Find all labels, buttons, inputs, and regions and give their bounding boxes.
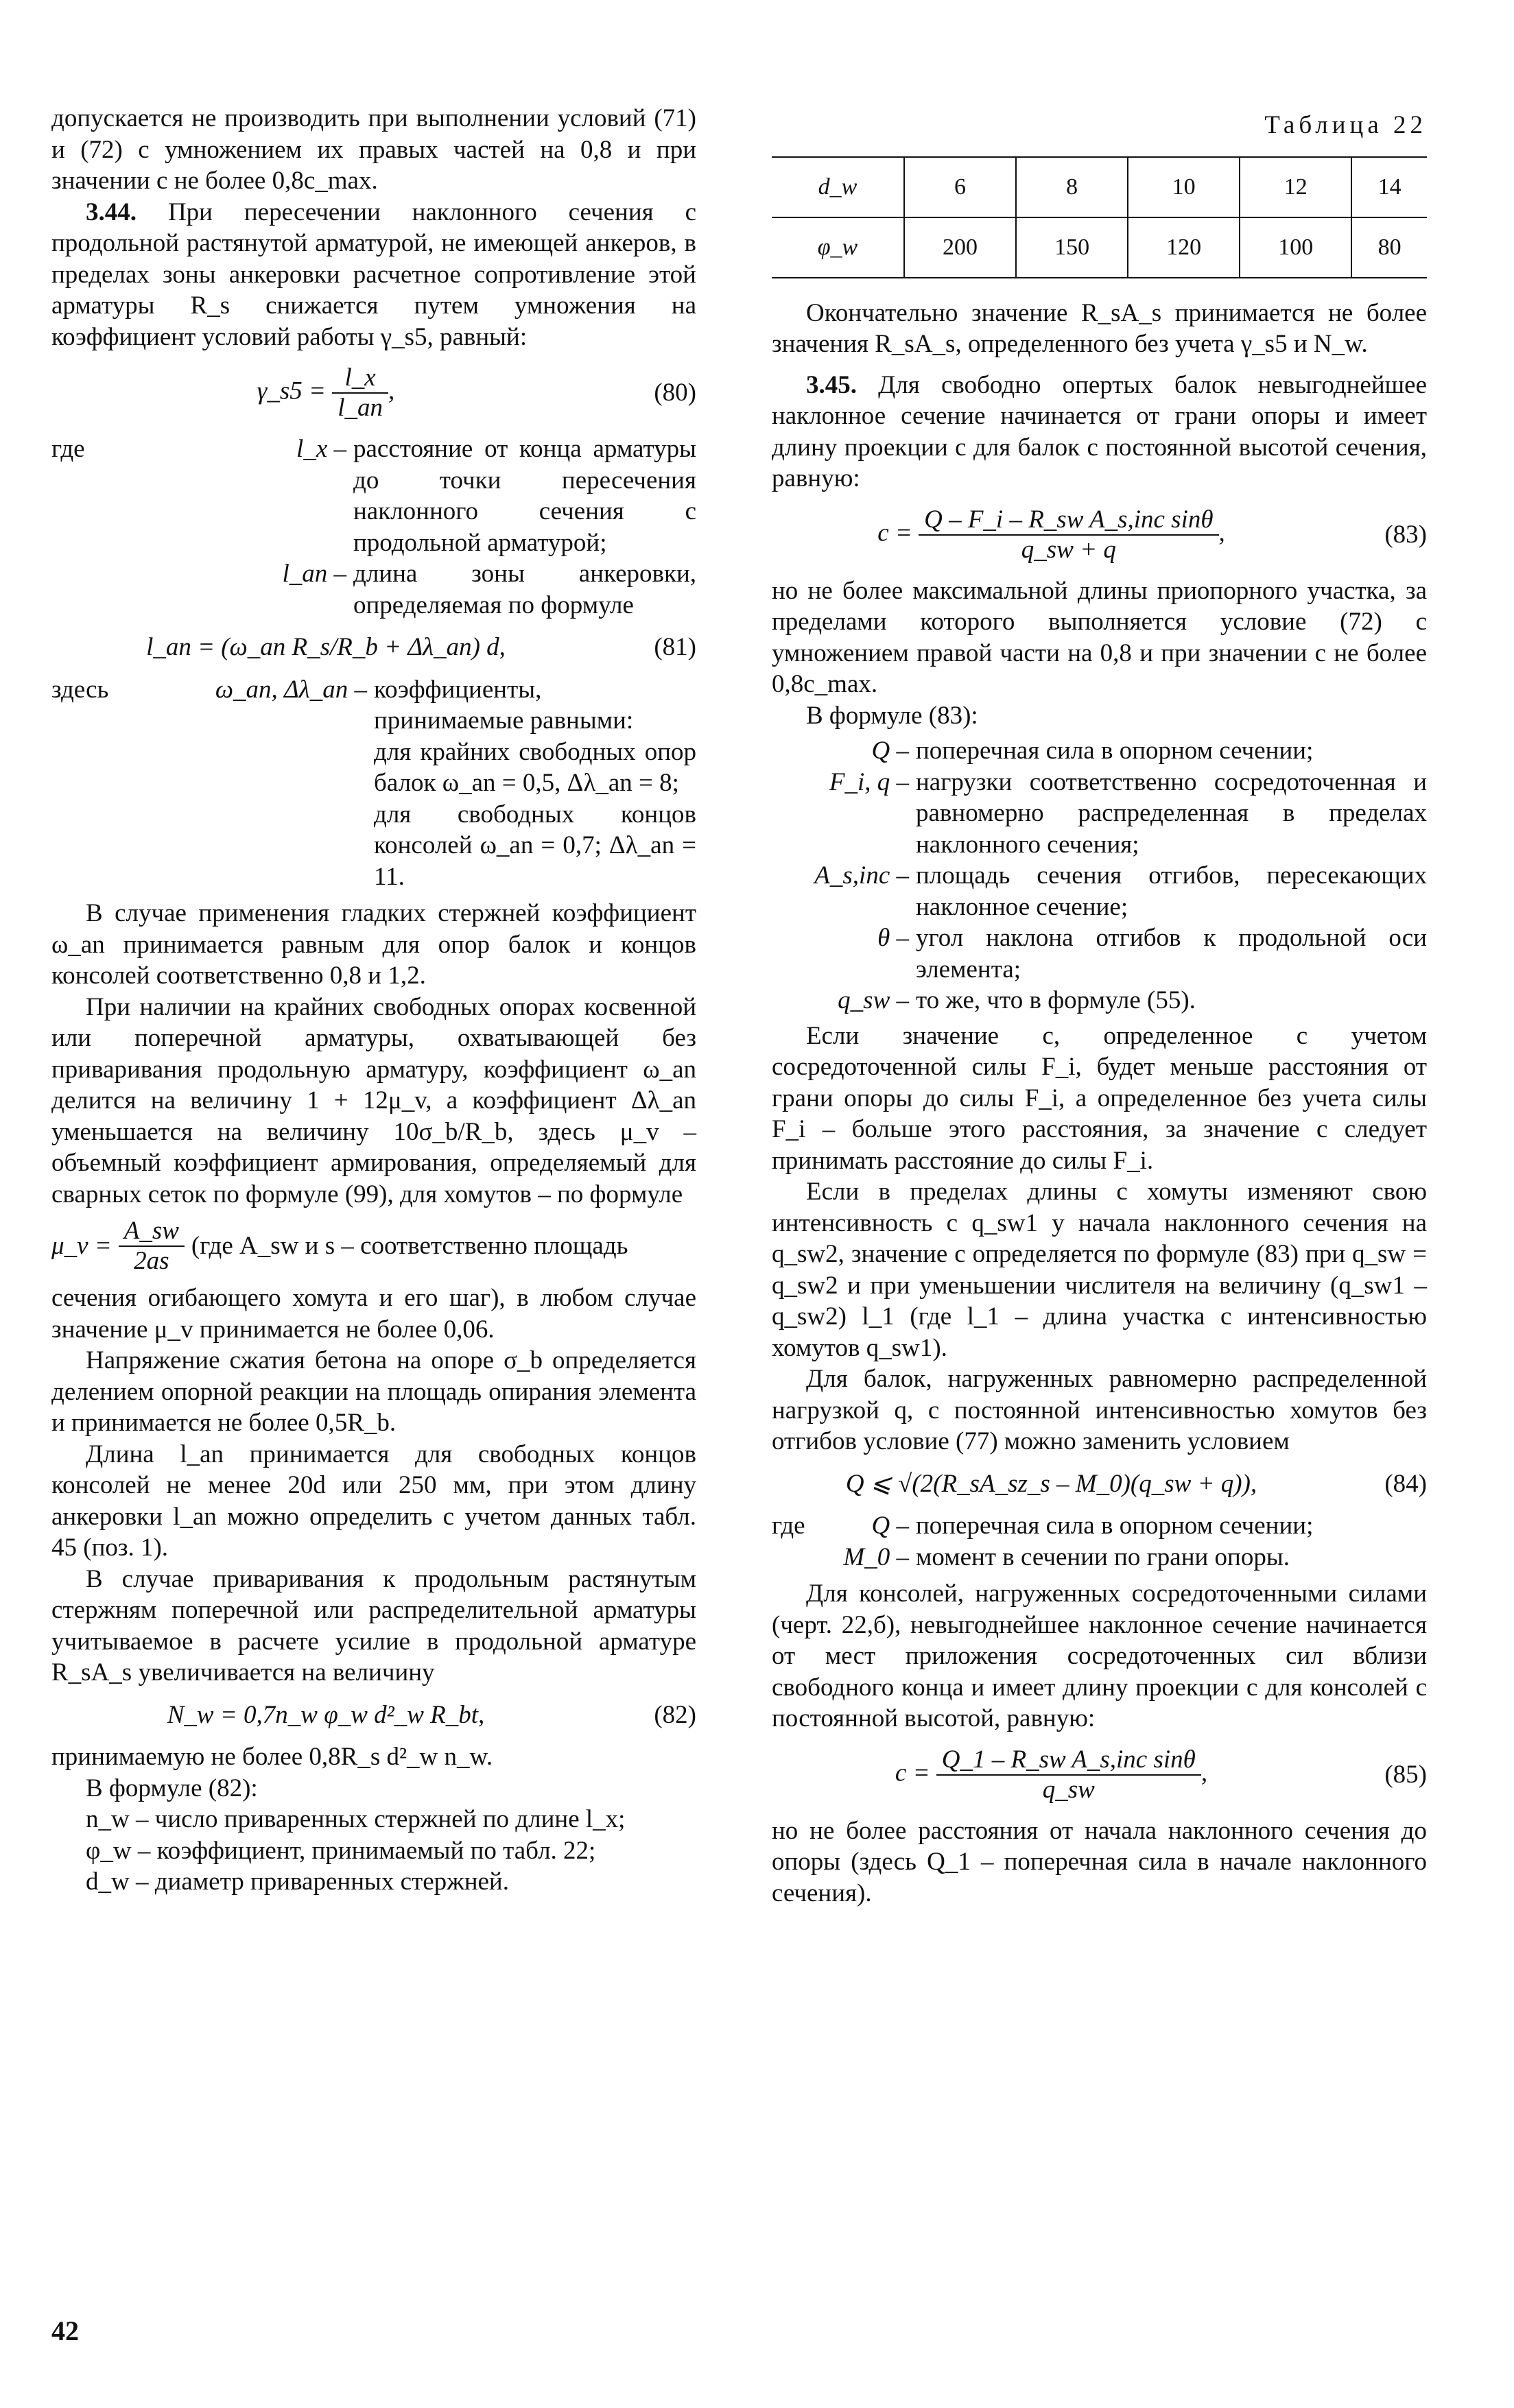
left-column: [51, 103, 696, 1898]
definition-term: Q –: [871, 737, 909, 765]
definitions-82: [51, 1804, 696, 1898]
paragraph: принимаемую не более 0,8R_s d²_w n_w.: [51, 1743, 493, 1771]
fraction: [119, 1217, 185, 1276]
table-cell: 200: [904, 217, 1016, 278]
table-cell: 12: [1240, 157, 1351, 217]
definition-text: момент в сечении по грани опоры.: [916, 1542, 1290, 1571]
formula-82: [51, 1700, 696, 1731]
paragraph: При наличии на крайних свободных опорах косвенной или поперечной арматуры, охватывающей без приваривания продольную арматуру, коэффициент ω_an делится на величину 1 + 12μ_v, а коэффициент Δλ_an уменьшается на величину 10σ_b/R_b, здесь μ_v – объемный коэффициент армирования, определяемый для сварных сеток по формуле (99), для хомутов – по формуле: [51, 992, 696, 1208]
formula-tail: ,: [388, 377, 395, 405]
definitions-84: [772, 1510, 1427, 1573]
where-label: где: [51, 435, 85, 463]
definition-term: Q –: [871, 1512, 909, 1540]
formula-85: [772, 1745, 1427, 1804]
definition-text: для свободных концов консолей ω_an = 0,7; Δλ_an = 11.: [374, 800, 696, 891]
numerator: Q – F_i – R_sw A_s,inc sinθ: [919, 505, 1218, 536]
definition-term: F_i, q –: [829, 767, 909, 796]
table-cell: 14: [1351, 157, 1427, 217]
paragraph: Окончательно значение R_sA_s принимается не более значения R_sA_s, определенного без учета γ_s5 и N_w.: [772, 298, 1427, 358]
section-text: При пересечении наклонного сечения с продольной растянутой арматурой, не имеющей анкеров, в пределах зоны анкеровки расчетное сопротивление этой арматуры R_s снижается путем умножения на коэффициент условий работы γ_s5, равный:: [51, 198, 697, 351]
here-label: здесь: [51, 675, 109, 704]
definition-text: для крайних свободных опор балок ω_an = 0,5, Δλ_an = 8;: [374, 737, 696, 797]
formula-lhs: c =: [877, 518, 912, 547]
table-head-cell: d_w: [772, 157, 904, 217]
paragraph: но не более максимальной длины приопорного участка, за пределами которого выполняется условие (72) с умножением правой части на 0,8 и при значении c не более 0,8c_max.: [772, 576, 1427, 698]
table-cell: 100: [1240, 217, 1351, 278]
formula-number: (81): [654, 633, 696, 661]
formula-80: [51, 363, 696, 422]
definition-term: l_an –: [282, 560, 346, 588]
definition-term: θ –: [877, 924, 909, 952]
formula-84: [772, 1468, 1427, 1500]
formula-body: l_an = (ω_an R_s/R_b + Δλ_an) d,: [146, 633, 506, 661]
paragraph: Длина l_an принимается для свободных концов консолей не менее 20d или 250 мм, при этом длину анкеровки l_an можно определить с учетом данных табл. 45 (поз. 1).: [51, 1440, 696, 1562]
fraction: [936, 1745, 1201, 1804]
definition-text: угол наклона отгибов к продольной оси элемента;: [916, 924, 1427, 984]
section-3-44: [51, 197, 696, 353]
definition-text: поперечная сила в опорном сечении;: [916, 1512, 1314, 1540]
definition-term: l_x –: [296, 435, 346, 463]
paragraph: сечения огибающего хомута и его шаг), в любом случае значение μ_v принимается не более 0,06.: [51, 1284, 696, 1344]
paragraph: Для балок, нагруженных равномерно распределенной нагрузкой q, с постоянной интенсивностью хомутов без отгибов условие (77) можно заменить условием: [772, 1365, 1427, 1455]
page-number: 42: [51, 2315, 79, 2346]
numerator: Q_1 – R_sw A_s,inc sinθ: [936, 1745, 1201, 1776]
denominator: q_sw: [1042, 1775, 1095, 1804]
table-cell: 120: [1128, 217, 1240, 278]
formula-number: (82): [654, 1700, 696, 1729]
fraction: [332, 363, 388, 422]
paragraph: Если значение c, определенное с учетом сосредоточенной силы F_i, будет меньше расстояния от грани опоры до силы F_i, а определенное без учета силы F_i – больше этого расстояния, за значение c следует принимать расстояние до силы F_i.: [772, 1021, 1427, 1175]
numerator: A_sw: [119, 1217, 185, 1247]
formula-number: (80): [654, 379, 696, 407]
paragraph: В случае приваривания к продольным растянутым стержням поперечной или распределительной арматуры учитываемое в расчете усилие в продольной арматуре R_sA_s увеличивается на величину: [51, 1564, 696, 1686]
definitions-81: [51, 674, 696, 893]
formula-number: (84): [1384, 1469, 1427, 1498]
definition-term: M_0 –: [843, 1542, 909, 1571]
definition-text: площадь сечения отгибов, пересекающих наклонное сечение;: [916, 861, 1427, 921]
paragraph: Если в пределах длины c хомуты изменяют свою интенсивность с q_sw1 у начала наклонного сечения на q_sw2, значение c определяется по формуле (83) при q_sw = q_sw2 и при уменьшении числителя на величину (q_sw1 – q_sw2) l_1 (где l_1 – длина участка с интенсивностью хомутов q_sw1).: [772, 1178, 1427, 1362]
paragraph: В формуле (83):: [806, 701, 978, 730]
formula-number: (83): [1384, 520, 1427, 549]
table-cell: 8: [1016, 157, 1128, 217]
definition-term: q_sw –: [838, 986, 909, 1014]
table-row: [772, 217, 1427, 278]
numerator: l_x: [332, 363, 388, 394]
paragraph: В случае применения гладких стержней коэффициент ω_an принимается равным для опор балок и концов консолей соответственно 0,8 и 1,2.: [51, 899, 696, 990]
definition-line: d_w – диаметр приваренных стержней.: [86, 1868, 509, 1896]
section-3-45: [772, 370, 1427, 494]
definition-text: расстояние от конца арматуры до точки пересечения наклонного сечения с продольной арматурой;: [353, 435, 696, 557]
section-number: 3.44.: [86, 198, 137, 226]
table-cell: 150: [1016, 217, 1128, 278]
denominator: 2as: [134, 1247, 169, 1275]
formula-lhs: μ_v =: [51, 1232, 112, 1261]
definitions-80: [51, 433, 696, 621]
table-head-cell: φ_w: [772, 217, 904, 278]
table-title: Таблица 22: [1264, 111, 1427, 139]
formula-lhs: c =: [895, 1758, 930, 1787]
section-text: Для свободно опертых балок невыгоднейшее наклонное сечение начинается от грани опоры и имеет длину проекции c для балок с постоянной высотой сечения, равную:: [772, 370, 1427, 492]
table-cell: 6: [904, 157, 1016, 217]
definition-text: коэффициенты, принимаемые равными:: [374, 675, 634, 735]
table-22: [772, 156, 1427, 278]
table-cell: 80: [1351, 217, 1427, 278]
definition-term: A_s,inc –: [814, 861, 909, 890]
formula-83: [772, 505, 1427, 564]
definition-line: φ_w – коэффициент, принимаемый по табл. 22;: [86, 1836, 596, 1865]
denominator: l_an: [338, 394, 383, 422]
definition-text: то же, что в формуле (55).: [916, 986, 1196, 1014]
paragraph-continued: допускается не производить при выполнении условий (71) и (72) с умножением их правых частей на 0,8 и при значении c не более 0,8c_max.: [51, 104, 696, 195]
formula-number: (85): [1384, 1760, 1427, 1789]
definition-text: поперечная сила в опорном сечении;: [916, 737, 1314, 765]
table-cell: 10: [1128, 157, 1240, 217]
section-number: 3.45.: [806, 370, 857, 399]
paragraph: В формуле (82):: [86, 1774, 258, 1802]
formula-81: [51, 632, 696, 663]
right-column: [772, 110, 1427, 1909]
where-label: где: [772, 1512, 805, 1540]
formula-tail: (где A_sw и s – соответственно площадь: [191, 1232, 628, 1261]
formula-tail: ,: [1200, 1758, 1208, 1787]
definition-line: n_w – число приваренных стержней по длине l_x;: [86, 1805, 626, 1833]
paragraph: но не более расстояния от начала наклонного сечения до опоры (здесь Q_1 – поперечная сила в начале наклонного сечения).: [772, 1816, 1427, 1907]
definition-text: длина зоны анкеровки, определяемая по формуле: [353, 560, 696, 619]
table-row: [772, 157, 1427, 217]
formula-tail: ,: [1218, 518, 1225, 547]
definition-text: нагрузки соответственно сосредоточенная и равномерно распределенная в пределах наклонного сечения;: [916, 767, 1427, 859]
formula-mu: [51, 1217, 696, 1276]
formula-body: N_w = 0,7n_w φ_w d²_w R_bt,: [167, 1700, 485, 1729]
paragraph: Напряжение сжатия бетона на опоре σ_b определяется делением опорной реакции на площадь опирания элемента и принимается не более 0,5R_b.: [51, 1346, 696, 1437]
definitions-83: [772, 735, 1427, 1016]
formula-body: Q ⩽ √(2(R_sA_sz_s – M_0)(q_sw + q)),: [845, 1469, 1257, 1498]
definition-term: ω_an, Δλ_an –: [215, 675, 367, 704]
paragraph: Для консолей, нагруженных сосредоточенными силами (черт. 22,б), невыгоднейшее наклонное сечение начинается от мест приложения сосредоточенных сил вблизи свободного конца и имеет длину проекции c для консолей с постоянной высотой, равную:: [772, 1579, 1427, 1732]
denominator: q_sw + q: [1021, 535, 1116, 564]
formula-lhs: γ_s5 =: [257, 377, 326, 405]
fraction: [919, 505, 1218, 564]
